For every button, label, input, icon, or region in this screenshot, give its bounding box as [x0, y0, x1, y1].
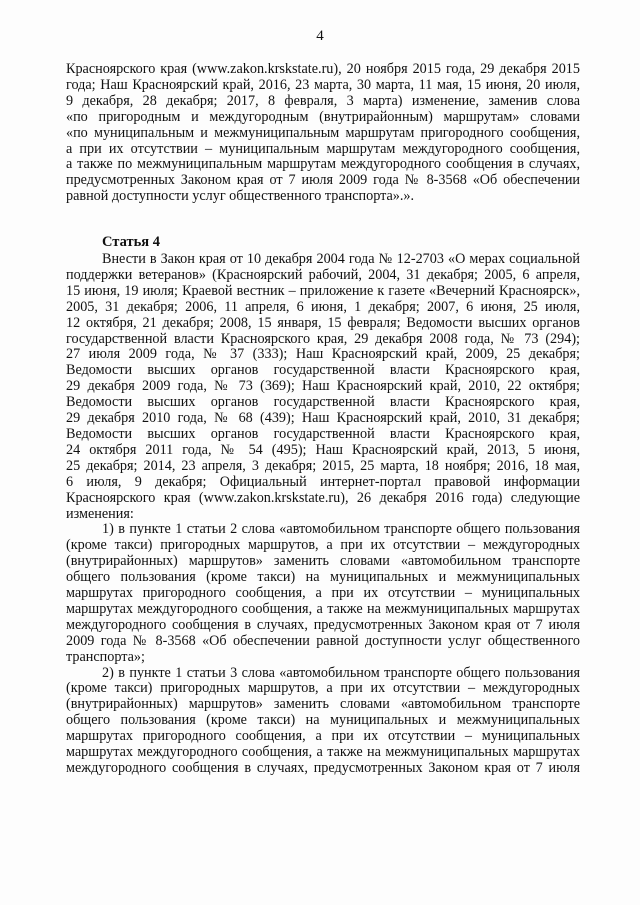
- text-line: общего пользования (кроме такси) на муниципальных и межмуниципальных: [66, 712, 580, 729]
- text-line: а при их отсутствии – муниципальным маршрутам междугородного сообщения,: [66, 140, 580, 157]
- page-number: 4: [316, 28, 324, 44]
- text-line: 2009 года № 8-3568 «Об обеспечении равной доступности услуг общественного: [66, 632, 580, 649]
- text-line: (кроме такси) пригородных маршрутов, а при их отсутствии – междугородных: [66, 537, 580, 554]
- text-line: 24 октября 2011 года, № 54 (495); Наш Красноярский край, 2013, 5 июня,: [66, 441, 580, 458]
- text-line: междугородного сообщения в случаях, предусмотренных Законом края от 7 июля: [66, 760, 580, 776]
- text-line: транспорта»;: [66, 648, 145, 665]
- text-line: междугородного сообщения в случаях, предусмотренных Законом края от 7 июля: [66, 616, 580, 633]
- intro-paragraph: [66, 62, 580, 205]
- text-line: «по муниципальным и межмуниципальным маршрутам пригородного сообщения,: [66, 124, 580, 141]
- text-line: 29 декабря 2009 года, № 73 (369); Наш Красноярский край, 2010, 22 октября;: [66, 378, 580, 395]
- article-body: [66, 252, 580, 777]
- text-line: (кроме такси) пригородных маршрутов, а при их отсутствии – междугородных: [66, 680, 580, 697]
- text-line: 12 октября, 21 декабря; 2008, 15 января, 15 февраля; Ведомости высших органов: [66, 314, 580, 331]
- text-line: маршрутах пригородного сообщения, а при их отсутствии – муниципальных: [66, 585, 580, 602]
- text-line: Красноярского края (www.zakon.krskstate.ru), 20 ноября 2015 года, 29 декабря 2015: [66, 61, 580, 77]
- text-line: изменения:: [66, 505, 134, 522]
- text-line: маршрутах междугородного сообщения, а также на межмуниципальных маршрутах: [66, 600, 580, 617]
- text-line: 6 июля, 9 декабря; Официальный интернет-портал правовой информации: [66, 473, 580, 490]
- text-line: поддержки ветеранов» (Красноярский рабочий, 2004, 31 декабря; 2005, 6 апреля,: [66, 266, 580, 283]
- text-line: «по пригородным и междугородным (внутрирайонным) маршрутам» словами: [66, 108, 580, 125]
- text-line: 29 декабря 2010 года, № 68 (439); Наш Красноярский край, 2010, 31 декабря;: [66, 410, 580, 427]
- text-line: года; Наш Красноярский край, 2016, 23 марта, 30 марта, 11 мая, 15 июня, 20 июля,: [66, 76, 580, 93]
- text-line: Ведомости высших органов государственной власти Красноярского края,: [66, 425, 580, 442]
- text-line: государственной власти Красноярского края, 29 декабря 2008 года, № 73 (294);: [66, 330, 580, 347]
- text-line: предусмотренных Законом края от 7 июля 2009 года № 8-3568 «Об обеспечении: [66, 172, 580, 189]
- text-line: (внутрирайонных) маршрутов» заменить словами «автомобильном транспорте: [66, 553, 580, 570]
- article-heading: Статья 4: [102, 234, 160, 250]
- text-line: 27 июля 2009 года, № 37 (333); Наш Красноярский край, 2009, 25 декабря;: [66, 346, 580, 363]
- text-line: Ведомости высших органов государственной власти Красноярского края,: [66, 394, 580, 411]
- text-line: равной доступности услуг общественного транспорта».».: [66, 188, 415, 205]
- text-line: (внутрирайонных) маршрутов» заменить словами «автомобильном транспорте: [66, 696, 580, 713]
- text-line: 2) в пункте 1 статьи 3 слова «автомобильном транспорте общего пользования: [102, 664, 580, 681]
- text-line: маршрутах пригородного сообщения, а при их отсутствии – муниципальных: [66, 728, 580, 745]
- text-line: 2005, 31 декабря; 2006, 11 апреля, 6 июня, 1 декабря; 2007, 6 июня, 25 июля,: [66, 298, 580, 315]
- text-line: 15 июня, 19 июля; Краевой вестник – приложение к газете «Вечерний Красноярск»,: [66, 282, 580, 299]
- text-line: общего пользования (кроме такси) на муниципальных и межмуниципальных: [66, 569, 580, 586]
- text-line: 25 декабря; 2014, 23 апреля, 3 декабря; 2015, 25 марта, 18 ноября; 2016, 18 мая,: [66, 457, 580, 474]
- text-line: Внести в Закон края от 10 декабря 2004 года № 12-2703 «О мерах социальной: [102, 251, 580, 267]
- text-line: 1) в пункте 1 статьи 2 слова «автомобильном транспорте общего пользования: [102, 521, 580, 538]
- text-line: Ведомости высших органов государственной власти Красноярского края,: [66, 362, 580, 379]
- text-line: 9 декабря, 28 декабря; 2017, 8 февраля, 3 марта) изменение, заменив слова: [66, 92, 580, 109]
- text-line: Красноярского края (www.zakon.krskstate.ru), 26 декабря 2016 года) следующие: [66, 489, 580, 506]
- text-line: маршрутах междугородного сообщения, а также на межмуниципальных маршрутах: [66, 744, 580, 761]
- text-line: а также по межмуниципальным маршрутам междугородного сообщения в случаях,: [66, 156, 580, 173]
